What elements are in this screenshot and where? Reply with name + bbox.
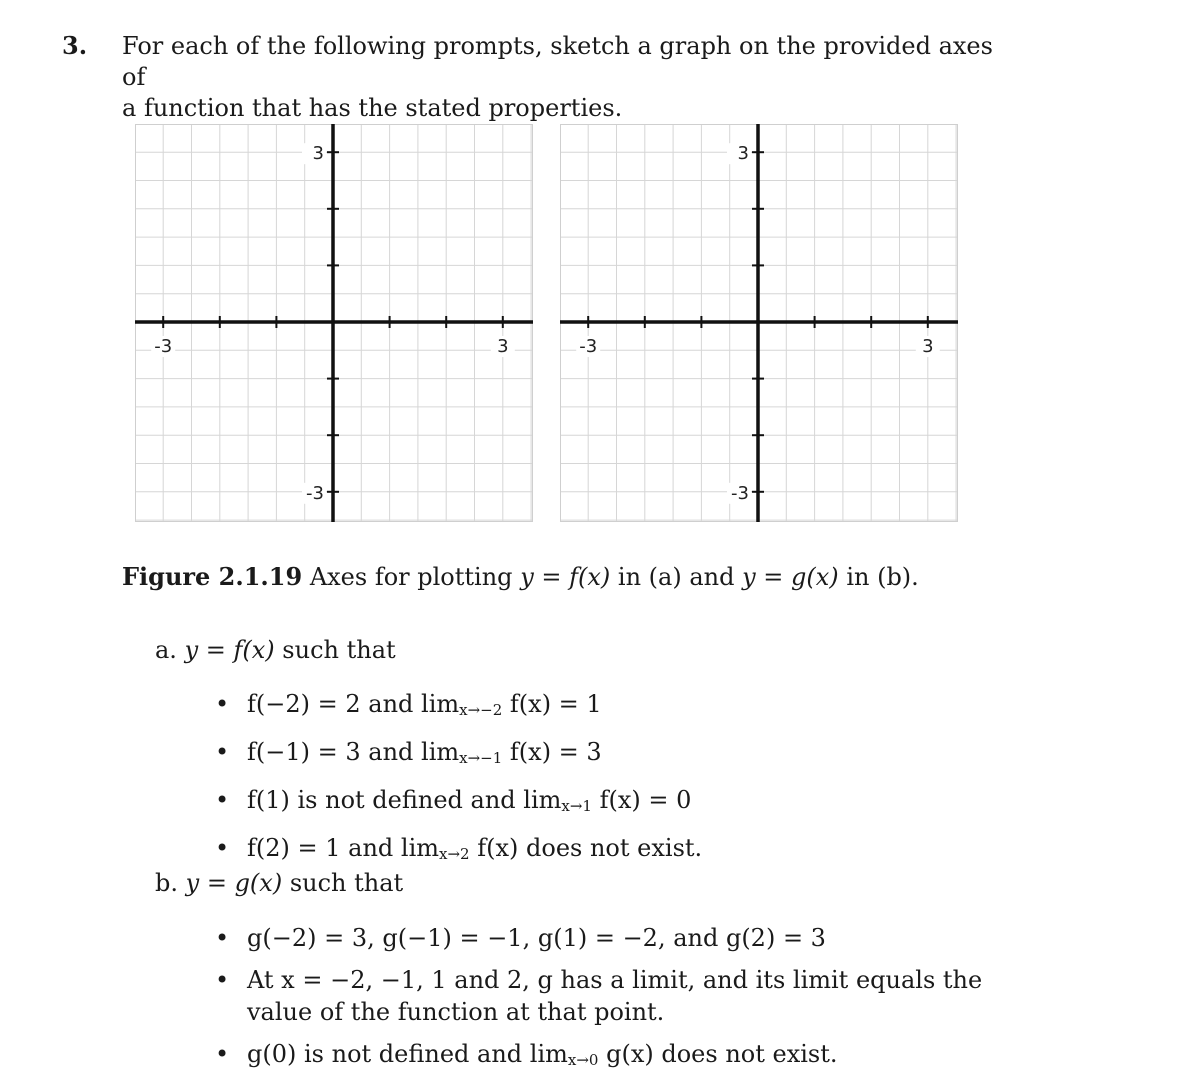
caption-function-f: y = f(x) bbox=[520, 563, 611, 591]
x-max-label: 3 bbox=[497, 336, 509, 357]
part-b-intro: such that bbox=[289, 869, 404, 897]
prompt-line-2: a function that has the stated properties. bbox=[122, 94, 623, 122]
graph-a[interactable] bbox=[135, 124, 533, 522]
problem-prompt bbox=[122, 31, 1022, 124]
x-max-label: 3 bbox=[922, 336, 934, 357]
list-item: • f(1) is not defined and $\lim_{x\to 1} f(x) = 0$ bbox=[215, 784, 1015, 822]
part-b-conditions bbox=[215, 922, 1015, 1076]
y-min-label: -3 bbox=[731, 482, 749, 504]
caption-text-2: in (a) and bbox=[617, 563, 735, 591]
graph-b[interactable] bbox=[560, 124, 958, 522]
figure-label: Figure 2.1.19 bbox=[122, 562, 303, 591]
caption-text-1: Axes for plotting bbox=[309, 563, 513, 591]
part-b-label: b. bbox=[155, 869, 178, 897]
caption-function-g: y = g(x) bbox=[742, 563, 839, 591]
list-item: • g(0) is not defined and $\lim_{x\to 0} g(x)$ does not exist. bbox=[215, 1038, 1015, 1076]
list-item: • f(−2) = 2 and $\lim_{x\to-2} f(x) = 1$ bbox=[215, 688, 1015, 726]
y-max-label: 3 bbox=[312, 143, 324, 165]
grid-plot bbox=[135, 124, 533, 522]
list-item: • f(2) = 1 and $\lim_{x\to 2} f(x)$ does not exist. bbox=[215, 832, 1015, 870]
part-a-label: a. bbox=[155, 636, 177, 664]
y-max-label: 3 bbox=[737, 143, 749, 165]
part-a-intro: such that bbox=[282, 636, 396, 664]
figure-caption bbox=[122, 562, 919, 591]
caption-text-3: in (b). bbox=[846, 563, 919, 591]
list-item: • f(−1) = 3 and $\lim_{x\to-1} f(x) = 3$ bbox=[215, 736, 1015, 774]
part-a-function: y = f(x) bbox=[184, 636, 275, 664]
grid-plot bbox=[560, 124, 958, 522]
part-a-conditions bbox=[215, 688, 1015, 870]
x-min-label: -3 bbox=[579, 336, 598, 357]
list-item: • g(−2) = 3, g(−1) = −1, g(1) = −2, and g(2) = 3 bbox=[215, 922, 1015, 954]
prompt-line-1: For each of the following prompts, sketch a graph on the provided axes of bbox=[122, 32, 993, 91]
part-b-heading bbox=[155, 869, 403, 897]
part-b-function: y = g(x) bbox=[185, 869, 283, 897]
y-min-label: -3 bbox=[306, 482, 324, 504]
list-item: • At x = −2, −1, 1 and 2, g has a limit, and its limit equals the value of the function at that point. bbox=[215, 964, 1015, 1028]
part-a-heading bbox=[155, 636, 396, 664]
problem-number: 3. bbox=[62, 31, 88, 60]
x-min-label: -3 bbox=[154, 336, 173, 357]
